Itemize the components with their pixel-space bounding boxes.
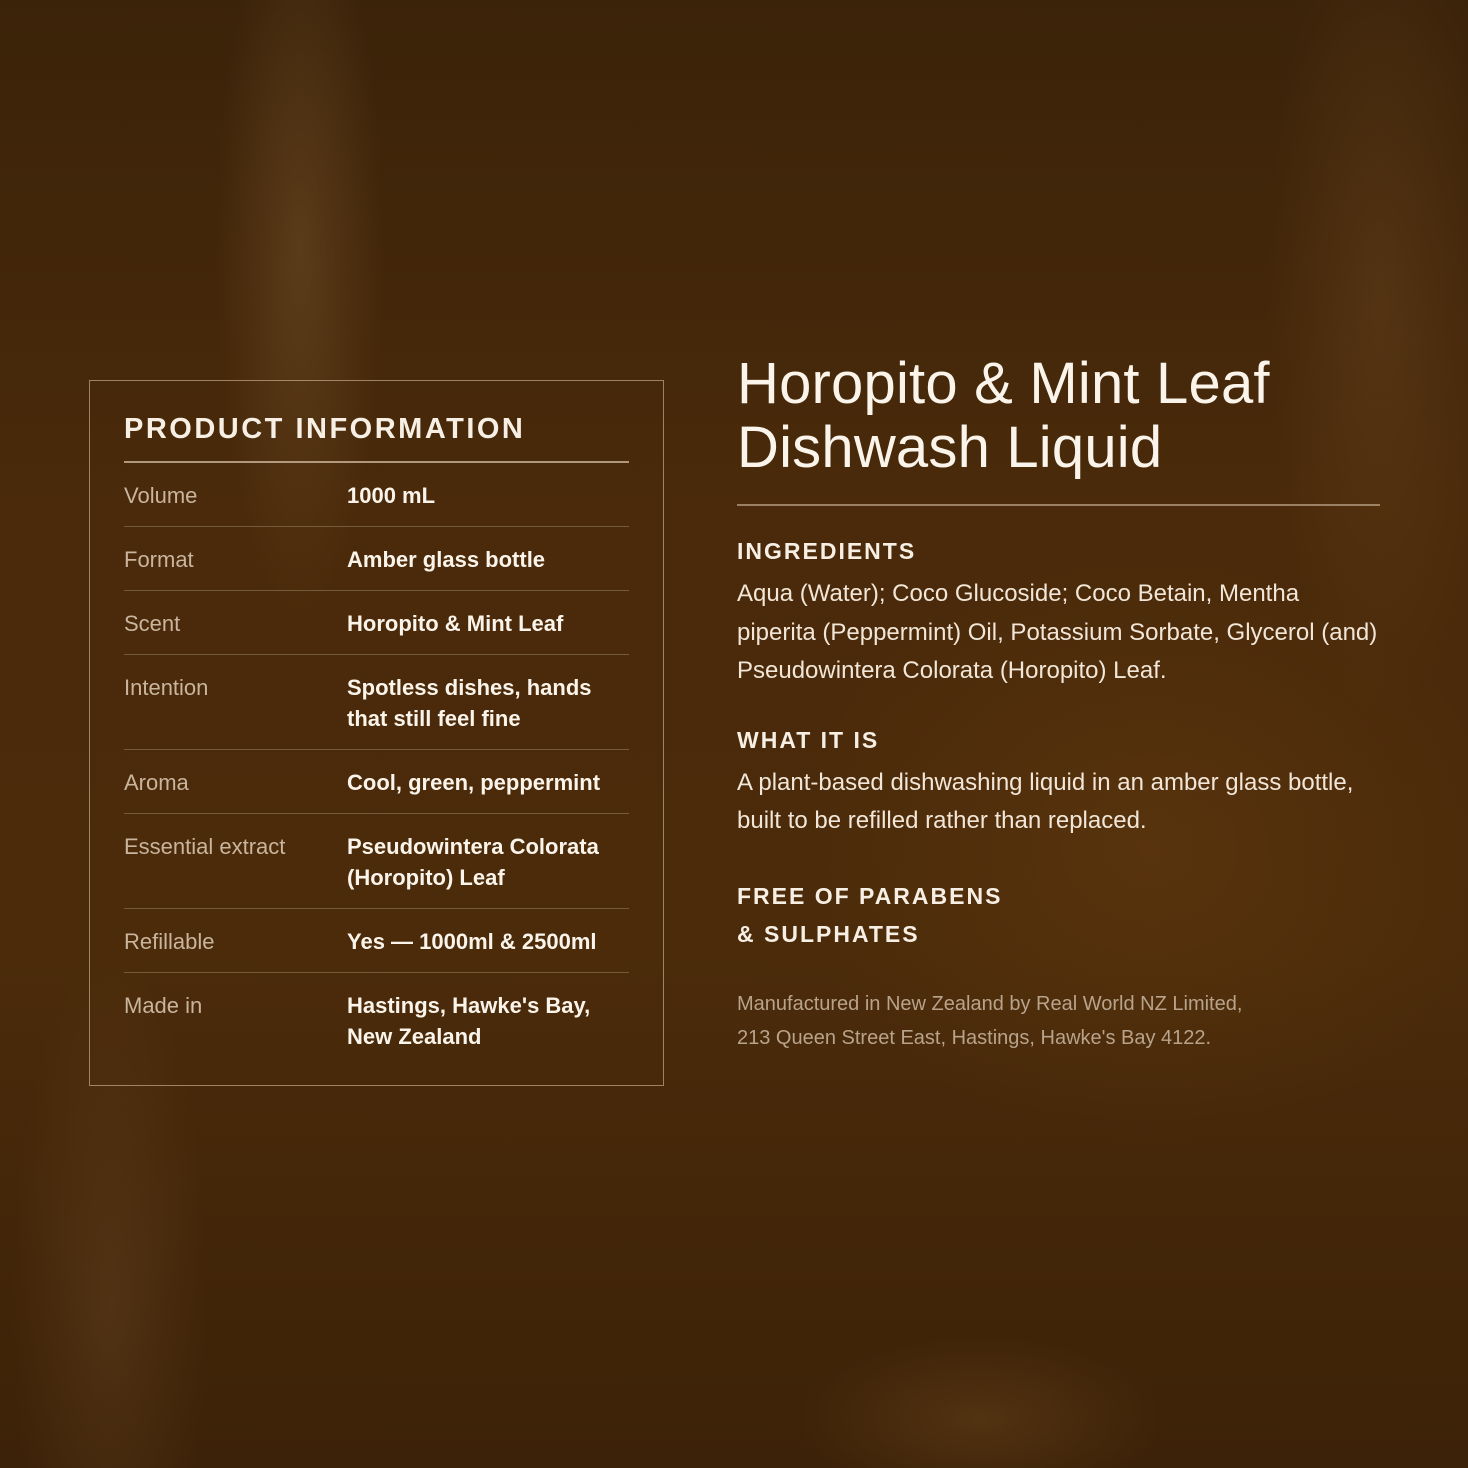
what-it-is-heading: WHAT IT IS [737,726,880,753]
info-row-scent [124,591,629,655]
free-of-line-2: & SULPHATES [737,920,920,947]
info-value: 1000 mL [347,483,436,508]
info-label: Volume [124,483,198,508]
info-value: Yes — 1000ml & 2500ml [347,929,597,954]
ingredients-heading: INGREDIENTS [737,538,917,564]
info-value: Spotless dishes, hands that still feel fine [347,675,592,731]
info-label: Essential extract [124,834,286,859]
info-value: Pseudowintera Colorata (Horopito) Leaf [347,834,599,890]
info-row-made-in [124,973,629,1067]
product-title-line-1: Horopito & Mint Leaf [737,351,1270,416]
title-divider [737,504,1380,506]
info-row-aroma [124,750,629,814]
info-value: Hastings, Hawke's Bay, New Zealand [347,993,591,1049]
product-title [737,352,1380,480]
info-row-refillable [124,909,629,973]
info-label: Made in [124,993,203,1018]
info-label: Scent [124,611,181,636]
info-label: Refillable [124,929,215,954]
ingredients-text: Aqua (Water); Coco Glucoside; Coco Betain, Mentha piperita (Peppermint) Oil, Potassium Sorbate, Glycerol (and) Pseudowintera Colorata (Horopito) Leaf. [737,580,1378,684]
info-value: Horopito & Mint Leaf [347,611,564,636]
info-row-volume [124,463,629,527]
info-row-intention [124,655,629,750]
info-row-format [124,527,629,591]
info-label: Format [124,547,194,572]
product-description [737,352,1380,1055]
what-it-is-text: A plant-based dishwashing liquid in an amber glass bottle, built to be refilled rather than replaced. [737,768,1354,834]
manufacturer-line-2: 213 Queen Street East, Hastings, Hawke's Bay 4122. [737,1026,1212,1049]
info-label: Aroma [124,770,189,795]
manufacturer-note [737,987,1380,1055]
product-information-heading: PRODUCT INFORMATION [124,413,526,445]
free-of-line-1: FREE OF PARABENS [737,882,1003,909]
product-information-card [89,380,664,1086]
info-value: Cool, green, peppermint [347,770,601,795]
product-title-line-2: Dishwash Liquid [737,415,1163,480]
info-value: Amber glass bottle [347,547,546,572]
info-row-essential-extract [124,814,629,909]
info-label: Intention [124,675,209,700]
manufacturer-line-1: Manufactured in New Zealand by Real World NZ Limited, [737,992,1243,1015]
free-of-heading [737,877,1380,953]
